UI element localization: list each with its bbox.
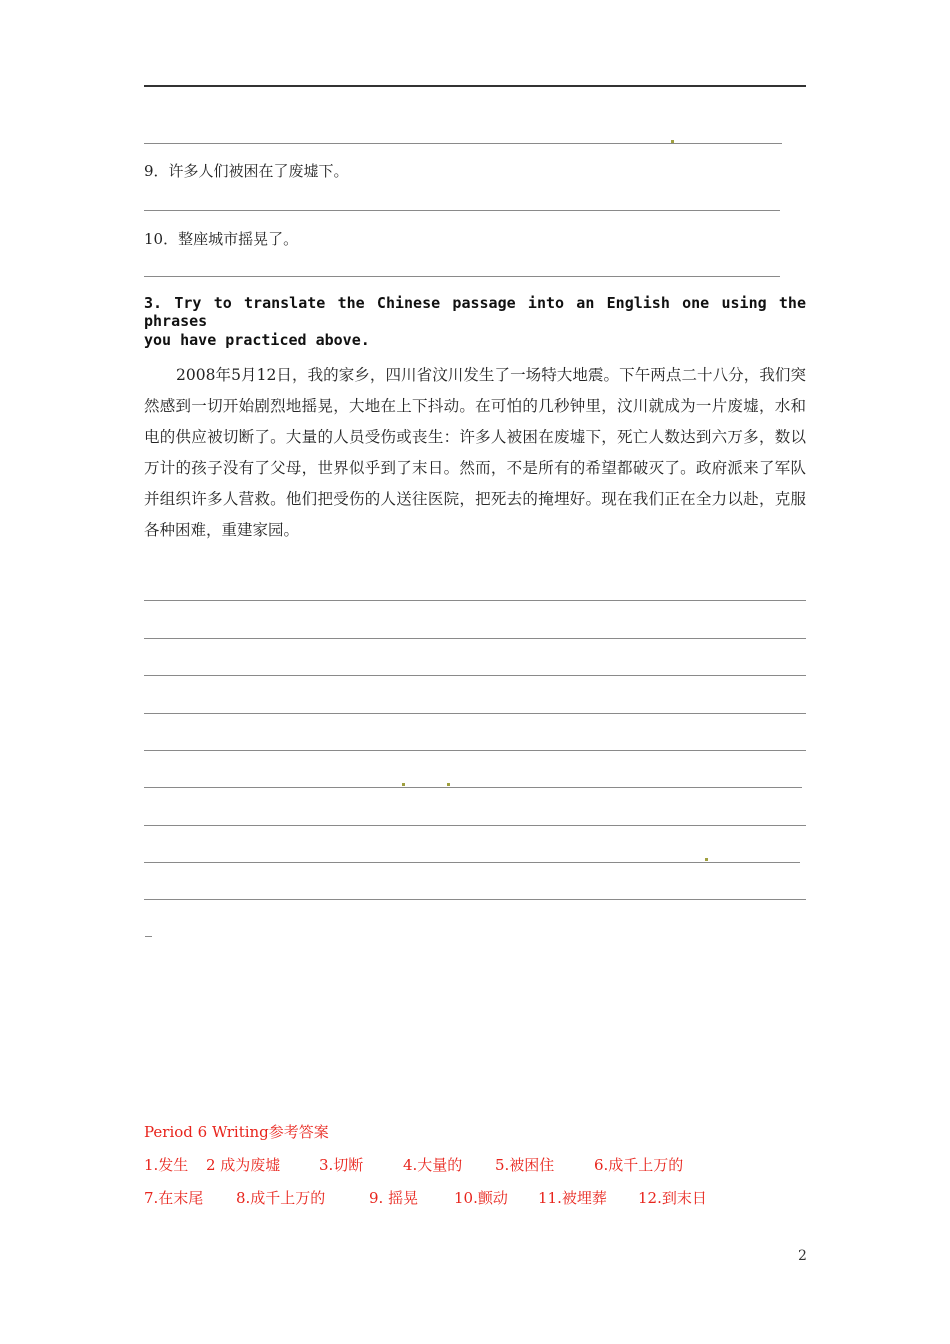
answer-item: 5.被困住 bbox=[495, 1156, 555, 1174]
translation-line[interactable] bbox=[144, 750, 806, 751]
mark-dot bbox=[671, 140, 674, 143]
translation-line[interactable] bbox=[144, 787, 802, 788]
answers-row-2 bbox=[144, 1187, 707, 1208]
answer-item: 2 成为废墟 bbox=[206, 1156, 281, 1174]
answer-item: 9. 摇晃 bbox=[369, 1189, 419, 1207]
header-rule bbox=[144, 85, 806, 87]
translation-line-stub bbox=[145, 936, 152, 937]
answers-title: Period 6 Writing参考答案 bbox=[144, 1123, 329, 1141]
answer-item: 11.被埋葬 bbox=[538, 1189, 607, 1207]
answers-row-1 bbox=[144, 1154, 683, 1175]
translation-line[interactable] bbox=[144, 825, 806, 826]
answer-line[interactable] bbox=[144, 143, 782, 144]
translation-line[interactable] bbox=[144, 862, 800, 863]
question-10: 10．整座城市摇晃了。 bbox=[144, 230, 299, 248]
mark-dot bbox=[402, 783, 405, 786]
answer-item: 10.颤动 bbox=[454, 1189, 508, 1207]
translation-line[interactable] bbox=[144, 899, 806, 900]
translation-line[interactable] bbox=[144, 638, 806, 639]
answer-item: 3.切断 bbox=[319, 1156, 364, 1174]
translation-line[interactable] bbox=[144, 600, 806, 601]
answer-item: 1.发生 bbox=[144, 1156, 189, 1174]
answer-line[interactable] bbox=[144, 276, 780, 277]
section-3-heading-line1: 3. Try to translate the Chinese passage into an English one using the phrases bbox=[144, 294, 806, 330]
page-number: 2 bbox=[798, 1248, 807, 1264]
answer-item: 7.在末尾 bbox=[144, 1189, 204, 1207]
answer-line[interactable] bbox=[144, 210, 780, 211]
answer-item: 6.成千上万的 bbox=[594, 1156, 684, 1174]
answer-item: 4.大量的 bbox=[403, 1156, 463, 1174]
question-9: 9．许多人们被困在了废墟下。 bbox=[144, 162, 349, 180]
mark-dot bbox=[705, 858, 708, 861]
translation-line[interactable] bbox=[144, 675, 806, 676]
answer-item: 8.成千上万的 bbox=[236, 1189, 326, 1207]
translation-line[interactable] bbox=[144, 713, 806, 714]
section-3-heading-line2: you have practiced above. bbox=[144, 331, 370, 349]
chinese-passage: 2008年5月12日，我的家乡，四川省汶川发生了一场特大地震。下午两点二十八分，我们突然感到一切开始剧烈地摇晃，大地在上下抖动。在可怕的几秒钟里，汶川就成为一片废墟，水和电的供应被切断了。大量的人员受伤或丧生：许多人被困在废墟下，死亡人数达到六万多，数以万计的孩子没有了父母，世界似乎到了末日。然而，不是所有的希望都破灭了。政府派来了军队并组织许多人营救。他们把受伤的人送往医院，把死去的掩埋好。现在我们正在全力以赴，克服各种困难，重建家园。 bbox=[144, 366, 806, 539]
answer-item: 12.到末日 bbox=[638, 1189, 707, 1207]
mark-dot bbox=[447, 783, 450, 786]
